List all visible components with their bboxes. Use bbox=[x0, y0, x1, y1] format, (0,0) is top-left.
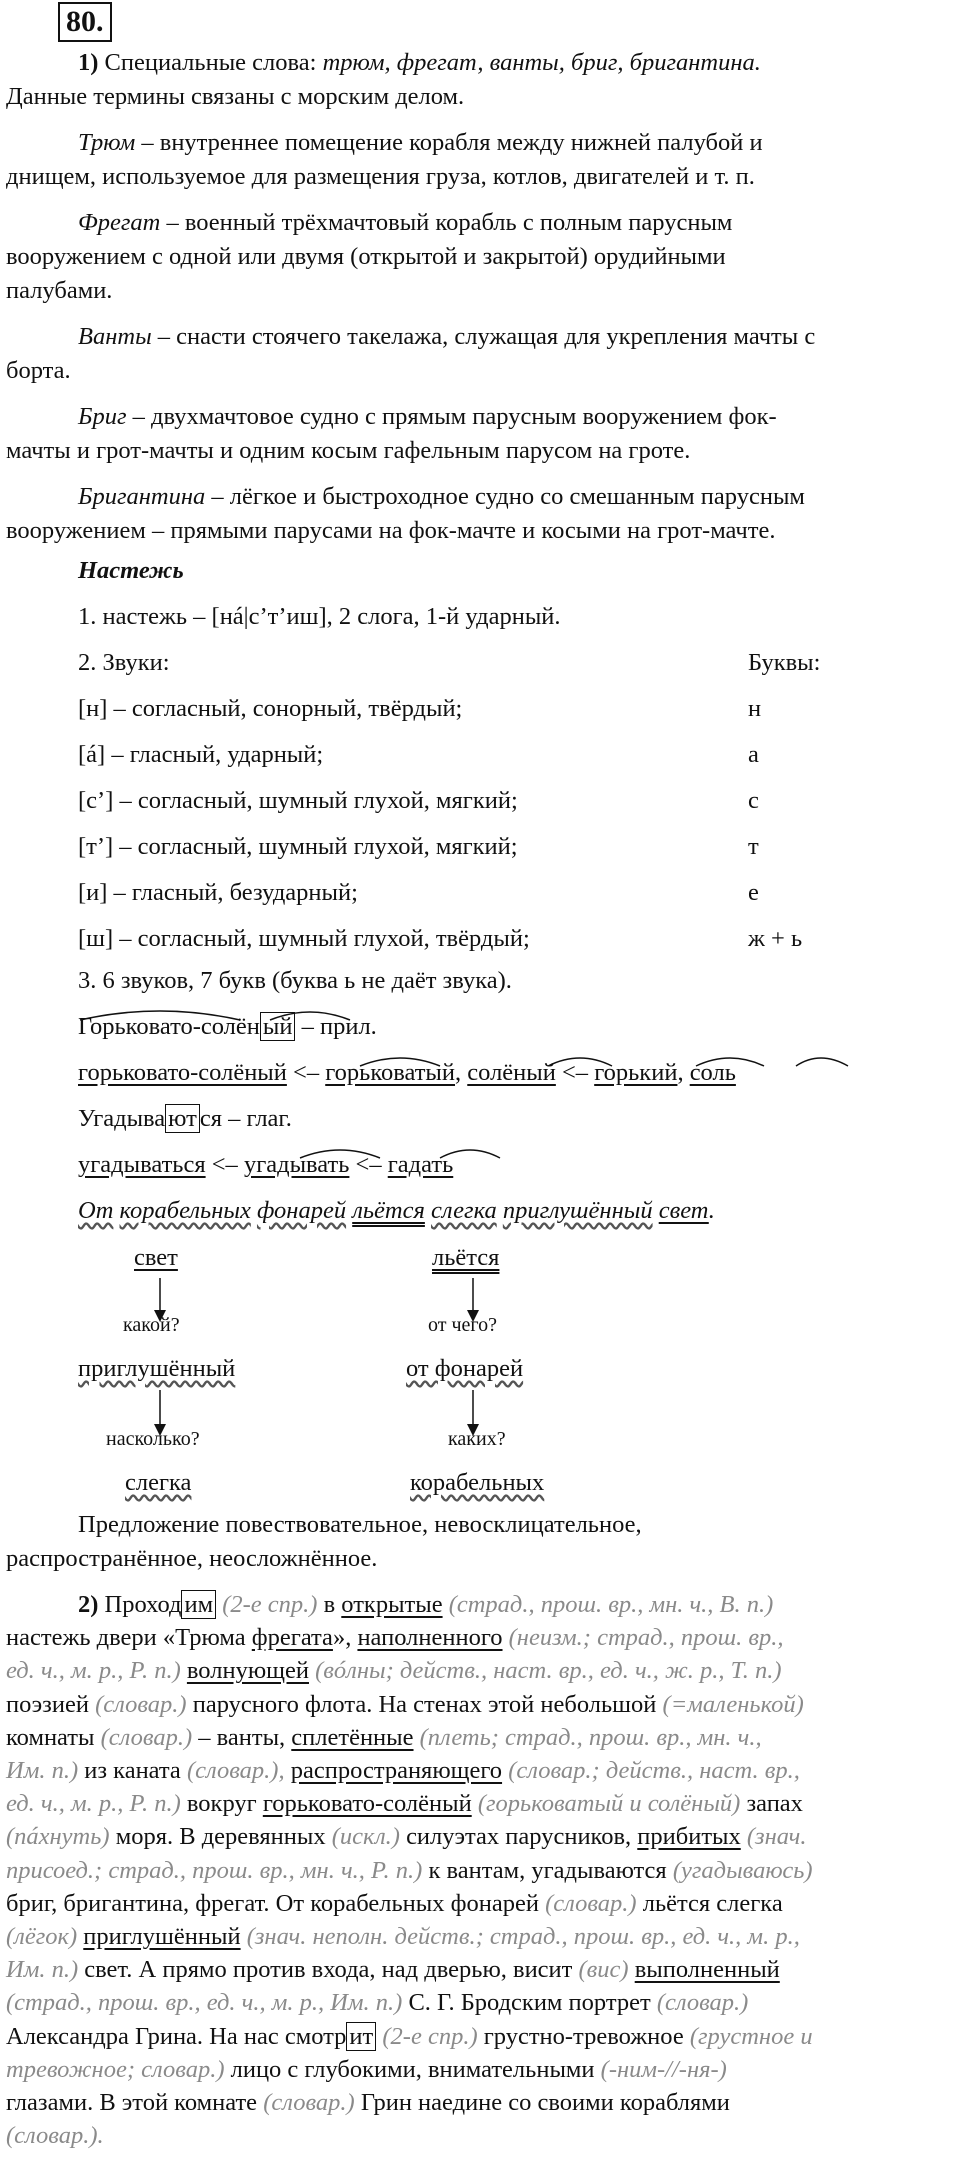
root-arc bbox=[796, 1058, 848, 1066]
part2-line bbox=[6, 1623, 784, 1653]
morph-line3: Угадыва ют ся – глаг. bbox=[78, 1105, 292, 1132]
grammar-note: (знач. неполн. действ.; страд., прош. вр., ед. ч., м. р., bbox=[240, 1923, 800, 1950]
letter-cell: ж + ь bbox=[748, 925, 803, 952]
text-run: глазами. В этой комнате bbox=[6, 2089, 258, 2116]
part2-line bbox=[6, 1656, 782, 1686]
tree-korabelnyh: корабельных bbox=[410, 1469, 545, 1496]
grammar-note: (плеть; страд., прош. вр., мн. ч., bbox=[413, 1723, 762, 1751]
sound-row: [á] – гласный, ударный; bbox=[78, 741, 324, 768]
letter-cell: а bbox=[748, 741, 759, 768]
participle: выполненный bbox=[634, 1956, 780, 1984]
tree-q-ot-chego: от чего? bbox=[428, 1314, 497, 1336]
definition-vanty-line2: борта. bbox=[6, 357, 71, 384]
grammar-note: (страд., прош. вр., мн. ч., В. п.) bbox=[442, 1591, 774, 1618]
grammar-note: (искл.) bbox=[325, 1823, 400, 1851]
part2-line bbox=[6, 2121, 104, 2151]
grammar-note: (вóлны; действ., наст. вр., ед. ч., ж. р., Т. п.) bbox=[308, 1657, 782, 1685]
text-run: Александра Грина. На нас смотр bbox=[6, 2022, 347, 2050]
sound-row: [и] – гласный, безударный; bbox=[78, 879, 358, 906]
text-run: бриг, бригантина, фрегат. От корабельных фонарей bbox=[6, 1889, 539, 1917]
definition-fregat-line3: палубами. bbox=[6, 277, 113, 304]
text-run: Проход bbox=[98, 1591, 182, 1618]
syntax-conclusion-line2: распространённое, неосложнённое. bbox=[6, 1545, 378, 1572]
grammar-note: (неизм.; страд., прош. вр., bbox=[502, 1624, 784, 1652]
grammar-note: (знач. bbox=[740, 1823, 807, 1851]
root-arc bbox=[440, 1150, 500, 1158]
participle: горьковато-солёный bbox=[262, 1790, 472, 1818]
text-run: комнаты bbox=[6, 1723, 95, 1751]
grammar-note: (-ним-//-ня-) bbox=[594, 2055, 727, 2083]
part2-line bbox=[6, 1756, 800, 1786]
letter-cell: н bbox=[748, 695, 762, 722]
grammar-note: (словар.). bbox=[6, 2122, 104, 2150]
part1-label: 1) bbox=[78, 49, 99, 76]
part2-label: 2) bbox=[78, 1591, 99, 1618]
part1-intro-line2: Данные термины связаны с морским делом. bbox=[6, 83, 465, 110]
part2-line bbox=[6, 2022, 813, 2052]
definition-brigantina-line2: вооружением – прямыми парусами на фок-мачте и косыми на грот-мачте. bbox=[6, 517, 776, 544]
text-run: в bbox=[317, 1591, 342, 1618]
part2-line bbox=[6, 1922, 800, 1952]
grammar-note: (словар.; действ., наст. вр., bbox=[502, 1757, 800, 1784]
part2-line bbox=[6, 1988, 748, 2018]
letter-cell: е bbox=[748, 879, 759, 906]
grammar-note: Им. п.) bbox=[6, 1757, 79, 1784]
grammar-note: (словар.) bbox=[650, 1989, 749, 2017]
root-arc bbox=[360, 1058, 440, 1066]
participle: наполненного bbox=[357, 1624, 503, 1652]
grammar-note: (словар.), bbox=[180, 1757, 285, 1784]
participle: приглушённый bbox=[83, 1923, 241, 1950]
letter-cell: т bbox=[748, 833, 759, 860]
sound-row: [ш] – согласный, шумный глухой, твёрдый; bbox=[78, 925, 530, 952]
phonetic-item1: 1. настежь – [нá|с’т’иш], 2 слога, 1-й ударный. bbox=[78, 603, 561, 630]
grammar-note: (словар.) bbox=[538, 1889, 637, 1917]
part2-line bbox=[6, 2088, 730, 2118]
ending-box: ый bbox=[260, 1012, 296, 1041]
part1-intro: 1) Специальные слова: трюм, фрегат, ванты, бриг, бригантина. bbox=[78, 49, 761, 76]
definition-fregat-line2: вооружением с одной или двумя (открытой и закрытой) орудийными bbox=[6, 243, 726, 270]
exercise-number: 80. bbox=[58, 2, 112, 42]
tree-ot-fonarey: от фонарей bbox=[406, 1355, 524, 1382]
text-run: поэзией bbox=[6, 1690, 89, 1718]
part2-line bbox=[6, 1955, 780, 1985]
text-run: свет. А прямо против входа, над дверью, висит bbox=[78, 1956, 573, 1984]
root-arc bbox=[270, 1012, 350, 1020]
sound-row: [с’] – согласный, шумный глухой, мягкий; bbox=[78, 787, 518, 814]
sound-row: [н] – согласный, сонорный, твёрдый; bbox=[78, 695, 463, 722]
grammar-note: (пáхнуть) bbox=[6, 1823, 110, 1851]
part2-line bbox=[6, 1889, 783, 1919]
sounds-header: 2. Звуки: bbox=[78, 649, 170, 676]
phonetic-item3: 3. 6 звуков, 7 букв (буква ь не даёт звука). bbox=[78, 967, 512, 994]
letter-cell: с bbox=[748, 787, 759, 814]
definition-tryum: Трюм – внутреннее помещение корабля между нижней палубой и bbox=[78, 129, 763, 156]
ending-box: ит bbox=[346, 2022, 376, 2051]
morph-line4: угадываться <– угадывать <– гадать bbox=[78, 1151, 454, 1178]
definition-tryum-line2: днищем, используемое для размещения груза, котлов, двигателей и т. п. bbox=[6, 163, 755, 190]
text-run: С. Г. Бродским портрет bbox=[402, 1989, 651, 2017]
grammar-note: (горьковатый и солёный) bbox=[471, 1790, 741, 1818]
root-arc bbox=[548, 1058, 612, 1066]
text-run: грустно-тревожное bbox=[477, 2022, 684, 2050]
grammar-note: (лёгок) bbox=[6, 1923, 78, 1950]
grammar-note: тревожное; словар.) bbox=[6, 2055, 225, 2083]
text-run: льётся слегка bbox=[636, 1889, 783, 1917]
ending-box: им bbox=[181, 1590, 216, 1619]
part2-line bbox=[6, 1822, 807, 1852]
grammar-note: (угадываюсь) bbox=[666, 1856, 813, 1884]
definition-brigantina: Бригантина – лёгкое и быстроходное судно со смешанным парусным bbox=[78, 483, 805, 510]
morph-line2: горьковато-солёный <– горьковатый, солёный <– горький, соль bbox=[78, 1059, 736, 1086]
participle: прибитых bbox=[637, 1823, 741, 1851]
root-arc bbox=[80, 1011, 240, 1020]
text-run: лицо с глубокими, внимательными bbox=[224, 2055, 595, 2083]
participle: открытые bbox=[341, 1591, 443, 1618]
participle: фрегата bbox=[251, 1624, 333, 1652]
part2-line bbox=[6, 1723, 762, 1753]
grammar-note: (2-е спр.) bbox=[216, 1591, 318, 1618]
text-run: Грин наедине со своими кораблями bbox=[354, 2089, 730, 2116]
grammar-note: (2-е спр.) bbox=[376, 2022, 478, 2050]
grammar-note: (грустное и bbox=[683, 2022, 813, 2050]
grammar-note: (словар.) bbox=[88, 1690, 187, 1718]
text-run: моря. В деревянных bbox=[109, 1823, 326, 1851]
text-run: », bbox=[332, 1624, 358, 1652]
part2-line bbox=[6, 1789, 803, 1819]
ending-box: ют bbox=[165, 1104, 200, 1133]
tree-q-kakih: каких? bbox=[448, 1428, 506, 1450]
syntax-conclusion: Предложение повествовательное, невосклицательное, bbox=[78, 1511, 642, 1538]
part2-line bbox=[6, 1856, 813, 1886]
parsed-sentence: От корабельных фонарей льётся слегка приглушённый свет. bbox=[78, 1197, 715, 1224]
tree-svet: свет bbox=[134, 1244, 178, 1271]
participle: распространяющего bbox=[290, 1757, 503, 1784]
sound-row: [т’] – согласный, шумный глухой, мягкий; bbox=[78, 833, 518, 860]
text-run: к вантам, угадываются bbox=[422, 1856, 667, 1884]
definition-vanty: Ванты – снасти стоячего такелажа, служащая для укрепления мачты с bbox=[78, 323, 816, 350]
grammar-note: ед. ч., м. р., Р. п.) bbox=[6, 1657, 181, 1685]
text-run: парусного флота. На стенах этой небольшой bbox=[186, 1690, 657, 1718]
participle: волнующей bbox=[186, 1657, 309, 1685]
tree-q-kakoy: какой? bbox=[123, 1314, 180, 1336]
grammar-note: (=маленькой) bbox=[656, 1690, 804, 1718]
text-run: из каната bbox=[78, 1757, 181, 1784]
grammar-note: (страд., прош. вр., ед. ч., м. р., Им. п.) bbox=[6, 1989, 403, 2017]
tree-q-naskolko: насколько? bbox=[106, 1428, 200, 1450]
part2-line bbox=[6, 1690, 804, 1720]
definition-brig: Бриг – двухмачтовое судно с прямым парусным вооружением фок- bbox=[78, 403, 777, 430]
definition-brig-line2: мачты и грот-мачты и одним косым гафельным парусом на гроте. bbox=[6, 437, 691, 464]
letters-header: Буквы: bbox=[748, 649, 821, 676]
grammar-note: ед. ч., м. р., Р. п.) bbox=[6, 1790, 181, 1818]
part2-line bbox=[78, 1590, 773, 1620]
part2-line bbox=[6, 2055, 727, 2085]
grammar-note: (словар.) bbox=[94, 1723, 193, 1751]
phonetic-word: Настежь bbox=[78, 557, 184, 584]
text-run: – ванты, bbox=[192, 1723, 292, 1751]
tree-priglush: приглушённый bbox=[78, 1355, 236, 1382]
text-run: вокруг bbox=[180, 1790, 263, 1818]
participle: сплетённые bbox=[291, 1723, 414, 1751]
tree-slegka: слегка bbox=[125, 1469, 192, 1496]
grammar-note: (словар.) bbox=[257, 2089, 355, 2116]
text-run: настежь двери «Трюма bbox=[6, 1624, 252, 1652]
morph-line1: Горьковато-солён ый – прил. bbox=[78, 1013, 377, 1040]
definition-fregat: Фрегат – военный трёхмачтовый корабль с полным парусным bbox=[78, 209, 733, 236]
root-arc bbox=[696, 1058, 764, 1066]
grammar-note: присоед.; страд., прош. вр., мн. ч., Р. п.) bbox=[6, 1856, 423, 1884]
tree-lyotsya: льётся bbox=[432, 1244, 500, 1271]
root-arc bbox=[300, 1150, 380, 1158]
grammar-note: (вис) bbox=[572, 1956, 629, 1984]
text-run: запах bbox=[740, 1790, 803, 1818]
text-run: силуэтах парусников, bbox=[399, 1823, 638, 1851]
grammar-note: Им. п.) bbox=[6, 1956, 79, 1984]
